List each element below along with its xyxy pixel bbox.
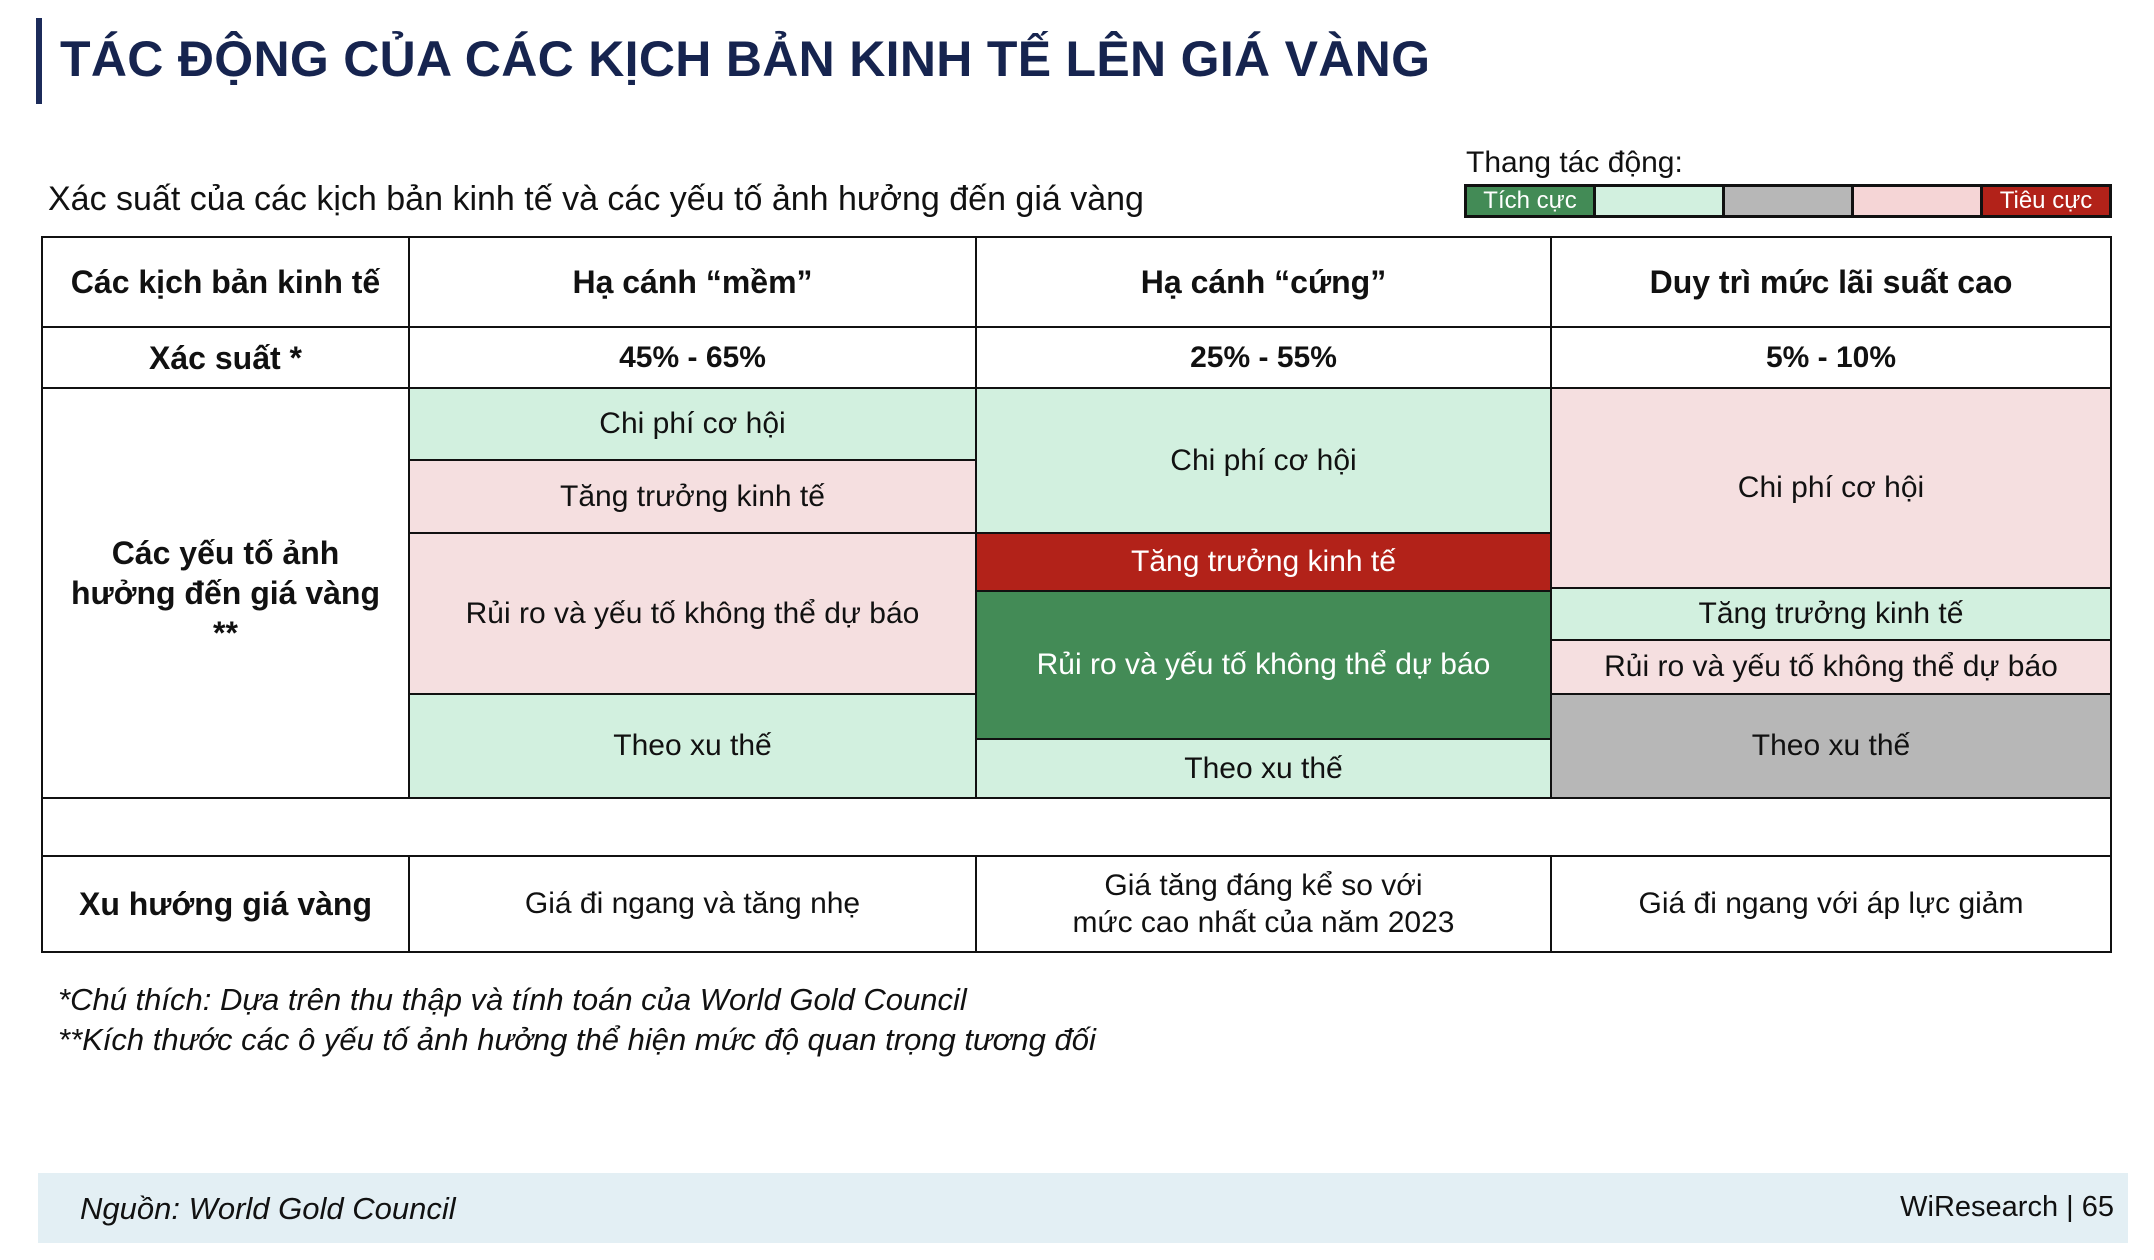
factor-label: Theo xu thế: [1184, 751, 1343, 785]
spacer-row: [41, 797, 2112, 857]
header-factors: Các yếu tố ảnh hưởng đến giá vàng **: [41, 387, 410, 799]
scale-step-light-negative: [1854, 187, 1983, 215]
factor-high-risk: [1550, 639, 2112, 695]
header-gold-trend: Xu hướng giá vàng: [41, 855, 410, 953]
factor-label: Theo xu thế: [1751, 729, 1911, 763]
impact-scale-label: Thang tác động:: [1466, 146, 1683, 179]
impact-scale: [1464, 184, 2112, 218]
footnote-2: **Kích thước các ô yếu tố ảnh hưởng thể hiện mức độ quan trọng tương đối: [58, 1022, 1096, 1057]
probability-high-rates: 5% - 10%: [1550, 326, 2112, 389]
page-title: TÁC ĐỘNG CỦA CÁC KỊCH BẢN KINH TẾ LÊN GIÁ VÀNG: [60, 31, 1431, 87]
trend-high-rates: Giá đi ngang với áp lực giảm: [1550, 855, 2112, 953]
trend-soft-landing: Giá đi ngang và tăng nhẹ: [408, 855, 977, 953]
header-high-rates: Duy trì mức lãi suất cao: [1550, 236, 2112, 328]
header-scenarios: Các kịch bản kinh tế: [41, 236, 410, 328]
probability-soft-landing: 45% - 65%: [408, 326, 977, 389]
factor-soft-trend: [408, 693, 977, 799]
trend-hard-landing: [975, 855, 1552, 953]
footer-page-number: WiResearch | 65: [1900, 1191, 2114, 1223]
scale-step-positive: Tích cực: [1467, 187, 1596, 215]
factor-hard-risk: [975, 590, 1552, 740]
factor-label: Theo xu thế: [613, 729, 772, 763]
factor-label: Rủi ro và yếu tố không thể dự báo: [465, 596, 920, 630]
trend-hard-line-1: Giá tăng đáng kể so với: [1104, 868, 1423, 902]
factor-high-growth: [1550, 587, 2112, 641]
scale-step-light-positive: [1596, 187, 1725, 215]
factor-label: Chi phí cơ hội: [1737, 471, 1925, 505]
scenario-table: [41, 236, 2112, 953]
factor-hard-trend: [975, 738, 1552, 799]
chart-subtitle: Xác suất của các kịch bản kinh tế và các yếu tố ảnh hưởng đến giá vàng: [48, 180, 1144, 218]
header-soft-landing: Hạ cánh “mềm”: [408, 236, 977, 328]
scale-step-negative: Tiêu cực: [1983, 187, 2109, 215]
factor-label: Rủi ro và yếu tố không thể dự báo: [1604, 650, 2058, 684]
factor-soft-risk: [408, 532, 977, 695]
factor-label: Tăng trưởng kinh tế: [1698, 597, 1964, 631]
footer-bar: [38, 1173, 2128, 1243]
factor-hard-opportunity-cost: [975, 387, 1552, 534]
factor-high-opportunity-cost: [1550, 387, 2112, 589]
footer-source: Nguồn: World Gold Council: [80, 1191, 456, 1226]
header-probability: Xác suất *: [41, 326, 410, 389]
title-accent-bar: [36, 18, 42, 104]
factor-hard-growth: [975, 532, 1552, 592]
footnotes: [58, 980, 1096, 1060]
trend-hard-line-2: mức cao nhất của năm 2023: [1072, 906, 1455, 939]
header-hard-landing: Hạ cánh “cứng”: [975, 236, 1552, 328]
scale-step-neutral: [1725, 187, 1854, 215]
factor-label: Chi phí cơ hội: [1170, 443, 1357, 477]
factor-label: Chi phí cơ hội: [599, 407, 786, 441]
factor-label: Tăng trưởng kinh tế: [1131, 545, 1396, 579]
factor-label: Tăng trưởng kinh tế: [560, 479, 825, 513]
factor-high-trend: [1550, 693, 2112, 799]
factor-label: Rủi ro và yếu tố không thể dự báo: [1036, 648, 1491, 682]
footnote-1: *Chú thích: Dựa trên thu thập và tính toán của World Gold Council: [58, 982, 967, 1017]
probability-hard-landing: 25% - 55%: [975, 326, 1552, 389]
factor-soft-growth: [408, 459, 977, 534]
factor-soft-opportunity-cost: [408, 387, 977, 461]
